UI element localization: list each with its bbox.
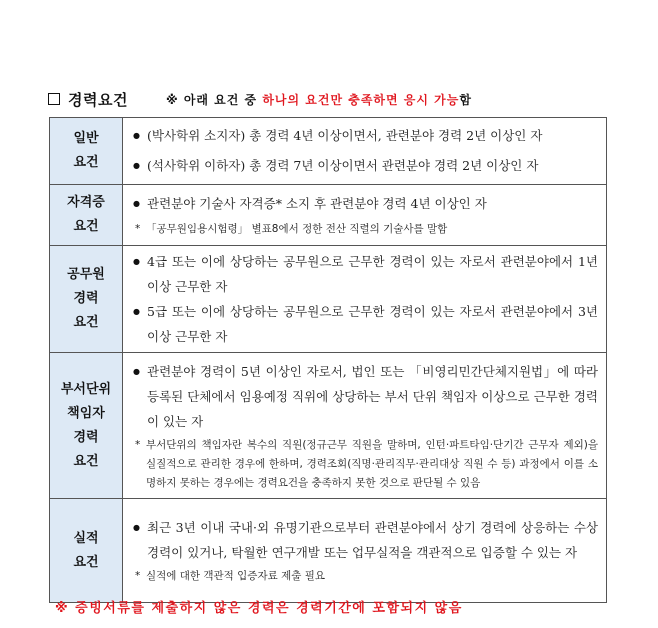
label-line: 요건 <box>73 219 99 234</box>
heading-note <box>166 91 472 108</box>
table-row-public-servant <box>50 246 607 353</box>
footnote: * 실적에 대한 객관적 입증자료 제출 필요 <box>133 565 598 587</box>
label-line: 요건 <box>73 155 99 170</box>
row-content <box>123 499 607 603</box>
heading-note-highlight: 하나의 요건만 충족하면 응시 가능 <box>262 92 460 107</box>
requirements-table <box>49 117 607 603</box>
heading-note-prefix: ※ 아래 요건 중 <box>165 92 263 107</box>
bullet-item: ● 최근 3년 이내 국내·외 유명기관으로부터 관련분야에서 상기 경력에 상응하는 수상경력이 있거나, 탁월한 연구개발 또는 업무실적을 객관적으로 입증할 수 있는 자 <box>133 515 598 565</box>
table-row-certificate <box>50 185 607 246</box>
label-line: 공무원 <box>67 267 105 282</box>
label-line: 경력 <box>73 291 99 306</box>
footnote: * 부서단위의 책임자란 복수의 직원(정규근무 직원을 말하며, 인턴·파트타임·단기간 근무자 제외)을 실질적으로 관리한 경우에 한하며, 경력조회(직명·관리직무·관리대상 직원 수 등) 과정에서 이를 소명하지 못하는 경우에는 경력요건을 충족하지 못한 것으로 판단될 수 있음 <box>133 436 598 493</box>
label-line: 요건 <box>73 315 99 330</box>
section-heading <box>48 88 472 110</box>
label-line: 실적 <box>73 530 99 546</box>
footnote: * 「공무원임용시험령」 별표8에서 정한 전산 직렬의 기술사를 말함 <box>133 218 598 240</box>
table-row-general <box>50 118 607 185</box>
row-content <box>123 246 607 353</box>
row-label <box>50 246 123 353</box>
checkbox-square-icon <box>48 93 60 105</box>
table-row-department-head <box>50 353 607 499</box>
label-line: 경력 <box>73 429 99 445</box>
section-title: 경력요건 <box>68 90 128 109</box>
label-line: 부서단위 <box>60 381 112 397</box>
row-label <box>50 185 123 246</box>
label-line: 책임자 <box>67 405 105 421</box>
row-label <box>50 118 123 185</box>
label-line: 일반 <box>73 131 99 146</box>
label-line: 요건 <box>73 554 99 570</box>
table-row-achievement <box>50 499 607 603</box>
bullet-item: ● 5급 또는 이에 상당하는 공무원으로 근무한 경력이 있는 자로서 관련분야에서 3년 이상 근무한 자 <box>133 299 598 349</box>
row-content <box>123 185 607 246</box>
heading-note-suffix: 함 <box>459 92 472 107</box>
row-content <box>123 118 607 185</box>
bullet-item: ● (석사학위 이하자) 총 경력 7년 이상이면서 관련분야 경력 2년 이상인 자 <box>133 151 598 181</box>
bullet-item: ● 관련분야 경력이 5년 이상인 자로서, 법인 또는 「비영리민간단체지원법」에 따라 등록된 단체에서 임용예정 직위에 상당하는 부서 단위 책임자 이상으로 근무한 경력이 있는 자 <box>133 359 598 434</box>
row-label <box>50 499 123 603</box>
label-line: 자격증 <box>67 195 105 210</box>
bullet-item: ● 관련분야 기술사 자격증* 소지 후 관련분야 경력 4년 이상인 자 <box>133 190 598 218</box>
label-line: 요건 <box>73 453 99 469</box>
bullet-item: ● 4급 또는 이에 상당하는 공무원으로 근무한 경력이 있는 자로서 관련분야에서 1년 이상 근무한 자 <box>133 249 598 299</box>
bullet-item: ● (박사학위 소지자) 총 경력 4년 이상이면서, 관련분야 경력 2년 이상인 자 <box>133 121 598 151</box>
footer-warning-note: ※ 증빙서류를 제출하지 않은 경력은 경력기간에 포함되지 않음 <box>55 601 463 616</box>
row-content <box>123 353 607 499</box>
row-label <box>50 353 123 499</box>
